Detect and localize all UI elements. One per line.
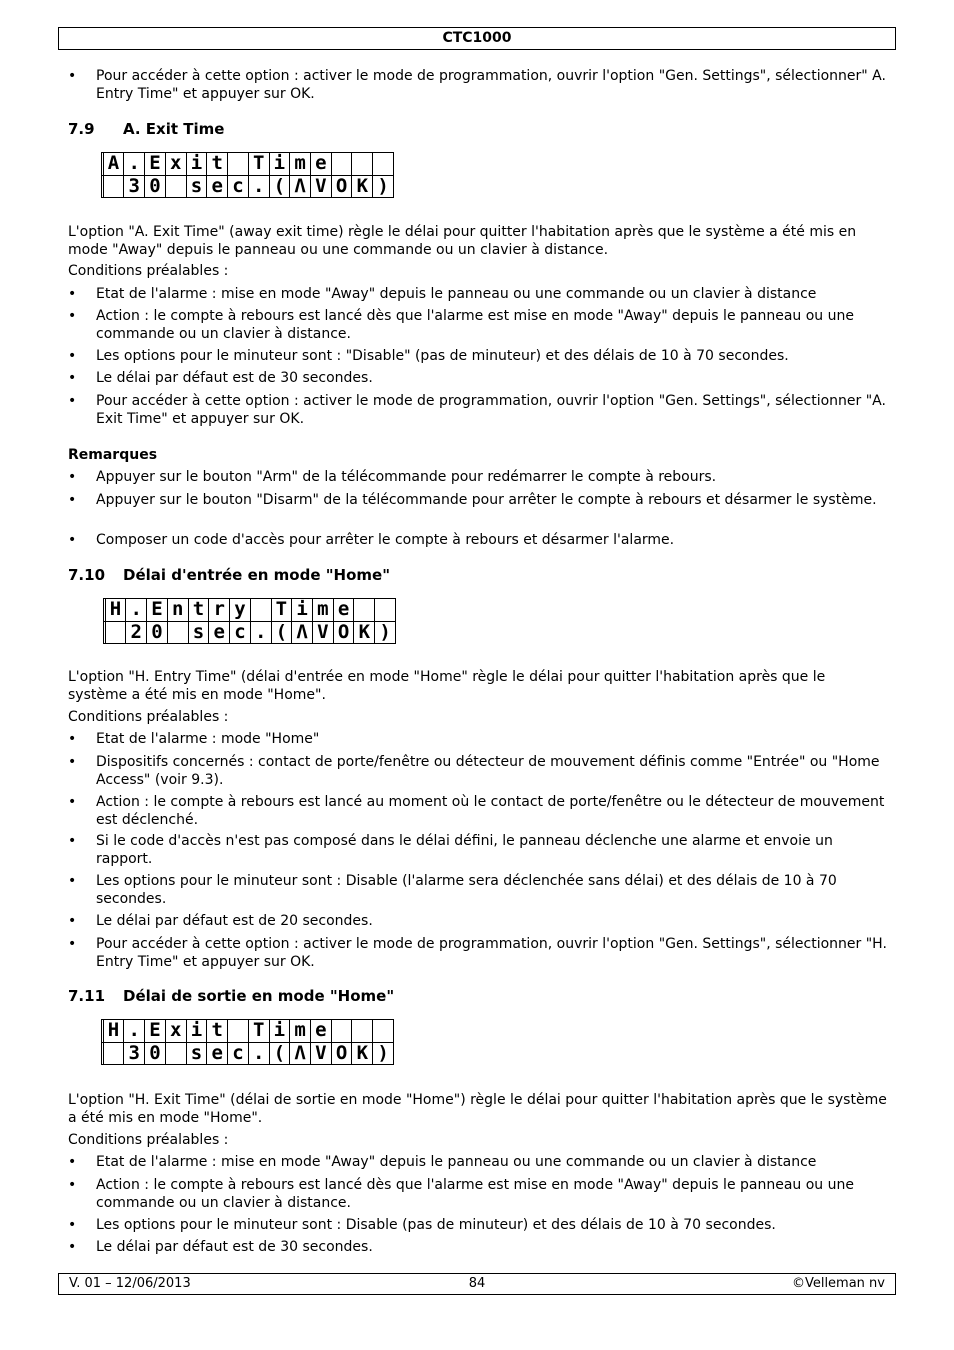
lcd-cell: ) [373, 175, 394, 198]
footer-page-number: 84 [468, 1276, 486, 1291]
list-item-text: Dispositifs concernés : contact de porte/fenêtre ou détecteur de mouvement définis comme "Entrée" ou "Home Access" (voir 9.3). [96, 754, 880, 788]
list-item-text: Pour accéder à cette option : activer le mode de programmation, ouvrir l'option "Gen. Settings", sélectionner "H. Entry Time" et appuyer sur OK. [96, 936, 887, 970]
bullet-dot: • [68, 1217, 77, 1233]
list-item-text: Le délai par défaut est de 30 secondes. [96, 1239, 373, 1255]
section-title: Délai de sortie en mode "Home" [123, 987, 395, 1005]
lcd-cell: T [248, 153, 269, 176]
bullet-dot: • [68, 286, 77, 302]
conditions-label: Conditions préalables : [68, 1132, 229, 1148]
list-item-text: Les options pour le minuteur sont : "Disable" (pas de minuteur) et des délais de 10 à 70 secondes. [96, 348, 789, 364]
lcd-cell: ( [269, 1042, 290, 1065]
list-item-text: Le délai par défaut est de 30 secondes. [96, 370, 373, 386]
bullet-dot: • [68, 370, 77, 386]
lcd-cell: e [207, 175, 228, 198]
lcd-cell: s [188, 621, 209, 644]
lcd-cell: O [333, 621, 354, 644]
bullet-dot: • [68, 794, 77, 810]
lcd-cell: T [248, 1020, 269, 1043]
lcd-cell [250, 599, 271, 622]
list-item-text: Si le code d'accès n'est pas composé dans le délai défini, le panneau déclenche une alarme et envoie un rapport. [96, 833, 833, 867]
lcd-cell: i [186, 1020, 207, 1043]
lcd-row [102, 1020, 394, 1043]
list-item-text: Composer un code d'accès pour arrêter le compte à rebours et désarmer l'alarme. [96, 532, 675, 548]
footer-version: V. 01 – 12/06/2013 [69, 1276, 191, 1291]
lcd-cell: x [165, 153, 186, 176]
bullet-dot: • [68, 1239, 77, 1255]
bullet-dot: • [68, 68, 77, 84]
lcd-display [101, 152, 394, 198]
lcd-cell: e [311, 1020, 332, 1043]
lcd-cell: 3 [124, 175, 145, 198]
lcd-cell: s [186, 175, 207, 198]
lcd-cell [103, 175, 124, 198]
lcd-cell: e [207, 1042, 228, 1065]
lcd-cell: t [207, 1020, 228, 1043]
bullet-dot: • [68, 731, 77, 747]
lcd-cell: K [352, 175, 373, 198]
remarks-heading: Remarques [68, 447, 158, 463]
list-item-text: Les options pour le minuteur sont : Disable (pas de minuteur) et des délais de 10 à 70 secondes. [96, 1217, 776, 1233]
lcd-cell: i [292, 599, 313, 622]
lcd-cell: . [248, 1042, 269, 1065]
section-heading-7-10 [68, 566, 390, 584]
list-item-text: Pour accéder à cette option : activer le mode de programmation, ouvrir l'option "Gen. Settings", sélectionner "A. Exit Time" et appuyer sur OK. [96, 393, 886, 427]
bullet-dot: • [68, 873, 77, 889]
lcd-cell [103, 1042, 124, 1065]
section-title: A. Exit Time [123, 120, 225, 138]
lcd-cell: . [124, 1020, 145, 1043]
lcd-cell: c [228, 175, 249, 198]
lcd-cell: 0 [145, 175, 166, 198]
lcd-cell: c [228, 1042, 249, 1065]
lcd-cell: . [248, 175, 269, 198]
lcd-cell: i [269, 153, 290, 176]
lcd-cell [331, 153, 352, 176]
lcd-cell [165, 175, 186, 198]
lcd-cell [373, 153, 394, 176]
lcd-cell: e [209, 621, 230, 644]
lcd-cell: m [313, 599, 334, 622]
lcd-cell: x [165, 1020, 186, 1043]
lcd-cell: 0 [145, 1042, 166, 1065]
lcd-cell: . [250, 621, 271, 644]
lcd-cell: Λ [292, 621, 313, 644]
section-number: 7.11 [68, 987, 106, 1005]
lcd-row [102, 175, 394, 198]
lcd-cell: E [145, 153, 166, 176]
bullet-dot: • [68, 492, 77, 508]
lcd-cell: y [230, 599, 251, 622]
lcd-cell [167, 621, 188, 644]
section-description: L'option "A. Exit Time" (away exit time) règle le délai pour quitter l'habitation après que le système a été mis en mode "Away" depuis le panneau ou une commande ou un clavier à distance. [68, 224, 857, 258]
list-item-text: Action : le compte à rebours est lancé au moment où le contact de porte/fenêtre ou le détecteur de mouvement est déclenché. [96, 794, 885, 828]
bullet-dot: • [68, 1177, 77, 1193]
lcd-row [104, 599, 396, 622]
lcd-cell [165, 1042, 186, 1065]
lcd-cell: E [145, 1020, 166, 1043]
lcd-cell: r [209, 599, 230, 622]
lcd-cell: 3 [124, 1042, 145, 1065]
lcd-row [102, 153, 394, 176]
lcd-cell: ( [269, 175, 290, 198]
page-header: CTC1000 [58, 27, 896, 50]
lcd-cell: 0 [147, 621, 168, 644]
lcd-cell: V [313, 621, 334, 644]
lcd-cell: H [105, 599, 126, 622]
lcd-cell: V [311, 1042, 332, 1065]
lcd-cell: m [290, 153, 311, 176]
lcd-cell: . [124, 153, 145, 176]
bullet-dot: • [68, 936, 77, 952]
lcd-cell [105, 621, 126, 644]
lcd-cell: m [290, 1020, 311, 1043]
lcd-cell: H [103, 1020, 124, 1043]
bullet-dot: • [68, 348, 77, 364]
lcd-cell [228, 153, 249, 176]
lcd-cell [352, 153, 373, 176]
lcd-cell: T [271, 599, 292, 622]
section-number: 7.10 [68, 566, 106, 584]
lcd-cell: ( [271, 621, 292, 644]
list-item-text: Appuyer sur le bouton "Disarm" de la télécommande pour arrêter le compte à rebours et désarmer le système. [96, 492, 877, 508]
bullet-dot: • [68, 393, 77, 409]
lcd-cell: ) [373, 1042, 394, 1065]
lcd-cell: ) [375, 621, 396, 644]
lcd-cell: . [126, 599, 147, 622]
bullet-dot: • [68, 308, 77, 324]
lcd-cell [354, 599, 375, 622]
bullet-dot: • [68, 469, 77, 485]
bullet-dot: • [68, 532, 77, 548]
section-description: L'option "H. Exit Time" (délai de sortie en mode "Home") règle le délai pour quitter l'habitation après que le système a été mis en mode "Home". [68, 1092, 887, 1126]
lcd-cell: t [207, 153, 228, 176]
lcd-cell: e [311, 153, 332, 176]
lcd-cell: n [167, 599, 188, 622]
lcd-cell: s [186, 1042, 207, 1065]
lcd-display [101, 1019, 394, 1065]
footer-copyright: ©Velleman nv [791, 1276, 885, 1291]
list-item-text: Appuyer sur le bouton "Arm" de la télécommande pour redémarrer le compte à rebours. [96, 469, 717, 485]
lcd-cell: t [188, 599, 209, 622]
bullet-dot: • [68, 754, 77, 770]
bullet-dot: • [68, 913, 77, 929]
lcd-cell: e [333, 599, 354, 622]
lcd-cell: 2 [126, 621, 147, 644]
lcd-cell [375, 599, 396, 622]
lcd-cell: Λ [290, 1042, 311, 1065]
lcd-cell [331, 1020, 352, 1043]
list-item-text: Le délai par défaut est de 20 secondes. [96, 913, 373, 929]
conditions-label: Conditions préalables : [68, 263, 229, 279]
list-item-text: Action : le compte à rebours est lancé dès que l'alarme est mise en mode "Away" depuis le panneau ou une commande ou un clavier à distance. [96, 1177, 854, 1211]
section-description: L'option "H. Entry Time" (délai d'entrée en mode "Home" règle le délai pour quitter l'habitation après que le système a été mis en mode "Home". [68, 669, 826, 703]
page-footer [58, 1273, 896, 1295]
lcd-cell [352, 1020, 373, 1043]
lcd-cell: A [103, 153, 124, 176]
lcd-cell: O [331, 175, 352, 198]
lcd-cell: i [269, 1020, 290, 1043]
conditions-label: Conditions préalables : [68, 709, 229, 725]
section-number: 7.9 [68, 120, 95, 138]
list-item-text: Pour accéder à cette option : activer le mode de programmation, ouvrir l'option "Gen. Settings", sélectionner" A. Entry Time" et appuyer sur OK. [96, 68, 886, 102]
lcd-cell: K [352, 1042, 373, 1065]
lcd-cell: O [331, 1042, 352, 1065]
list-item-text: Etat de l'alarme : mise en mode "Away" depuis le panneau ou une commande ou un clavier à distance [96, 1154, 817, 1170]
lcd-cell: V [311, 175, 332, 198]
section-title: Délai d'entrée en mode "Home" [123, 566, 391, 584]
lcd-cell: Λ [290, 175, 311, 198]
section-heading-7-11 [68, 987, 394, 1005]
bullet-dot: • [68, 1154, 77, 1170]
lcd-cell: K [354, 621, 375, 644]
lcd-row [102, 1042, 394, 1065]
list-item-text: Etat de l'alarme : mise en mode "Away" depuis le panneau ou une commande ou un clavier à distance [96, 286, 817, 302]
section-heading-7-9 [68, 120, 224, 138]
bullet-dot: • [68, 833, 77, 849]
list-item-text: Les options pour le minuteur sont : Disable (l'alarme sera déclenchée sans délai) et des délais de 10 à 70 secondes. [96, 873, 837, 907]
list-item-text: Etat de l'alarme : mode "Home" [96, 731, 320, 747]
lcd-cell: i [186, 153, 207, 176]
lcd-cell [373, 1020, 394, 1043]
list-item-text: Action : le compte à rebours est lancé dès que l'alarme est mise en mode "Away" depuis le panneau ou une commande ou un clavier à distance. [96, 308, 854, 342]
lcd-row [104, 621, 396, 644]
lcd-cell: c [230, 621, 251, 644]
lcd-cell [228, 1020, 249, 1043]
lcd-display [103, 598, 396, 644]
lcd-cell: E [147, 599, 168, 622]
